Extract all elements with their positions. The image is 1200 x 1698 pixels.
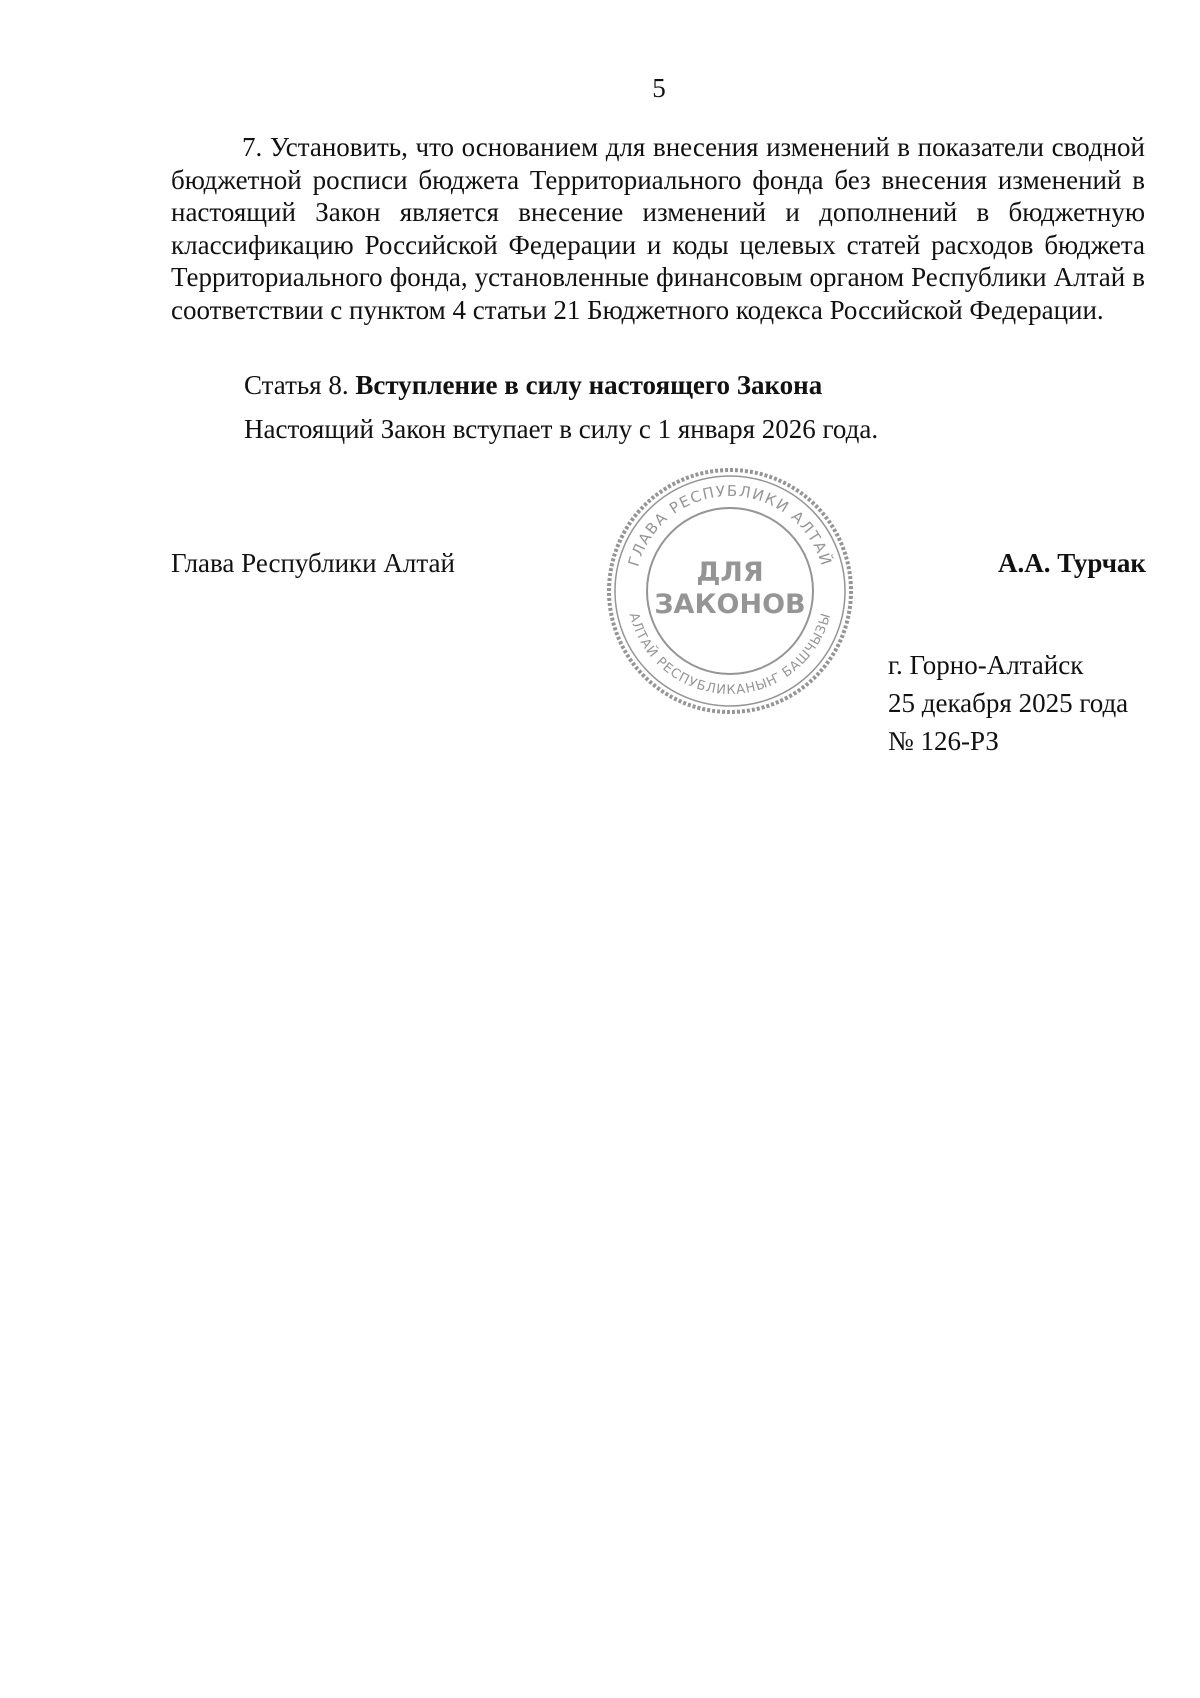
place-date-number-block xyxy=(888,646,1128,760)
paragraph-7: 7. Установить, что основанием для внесения изменений в показатели сводной бюджетной росписи бюджета Территориального фонда без внесения изменений в настоящий Закон является внесение изменений и дополнений в бюджетную классификацию Российской Федерации и коды целевых статей расходов бюджета Территориального фонда, установленные финансовым органом Республики Алтай в соответствии с пунктом 4 статьи 21 Бюджетного кодекса Российской Федерации. xyxy=(171,132,1145,325)
seal-top-text: ГЛАВА РЕСПУБЛИКИ АЛТАЙ xyxy=(624,481,836,569)
seal-center-line-1: ДЛЯ xyxy=(696,557,764,588)
signing-date: 25 декабря 2025 года xyxy=(888,688,1129,718)
place-city: г. Горно-Алтайск xyxy=(888,650,1084,680)
page-number: 5 xyxy=(652,73,666,103)
signer-name: А.А. Турчак xyxy=(997,548,1146,578)
article-8-title: Вступление в силу настоящего Закона xyxy=(355,370,823,400)
seal-center-line-2: ЗАКОНОВ xyxy=(654,589,806,620)
seal-bottom-text: АЛТАЙ РЕСПУБЛИКАНЫҤ БАШЧЫЗЫ xyxy=(625,611,835,699)
article-8-text: Настоящий Закон вступает в силу с 1 января 2026 года. xyxy=(244,414,879,444)
article-8-prefix: Статья 8. xyxy=(244,370,349,400)
official-seal-stamp xyxy=(605,465,855,717)
signer-position: Глава Республики Алтай xyxy=(171,548,455,578)
law-number: № 126-РЗ xyxy=(888,726,999,756)
article-8-heading xyxy=(244,369,822,401)
